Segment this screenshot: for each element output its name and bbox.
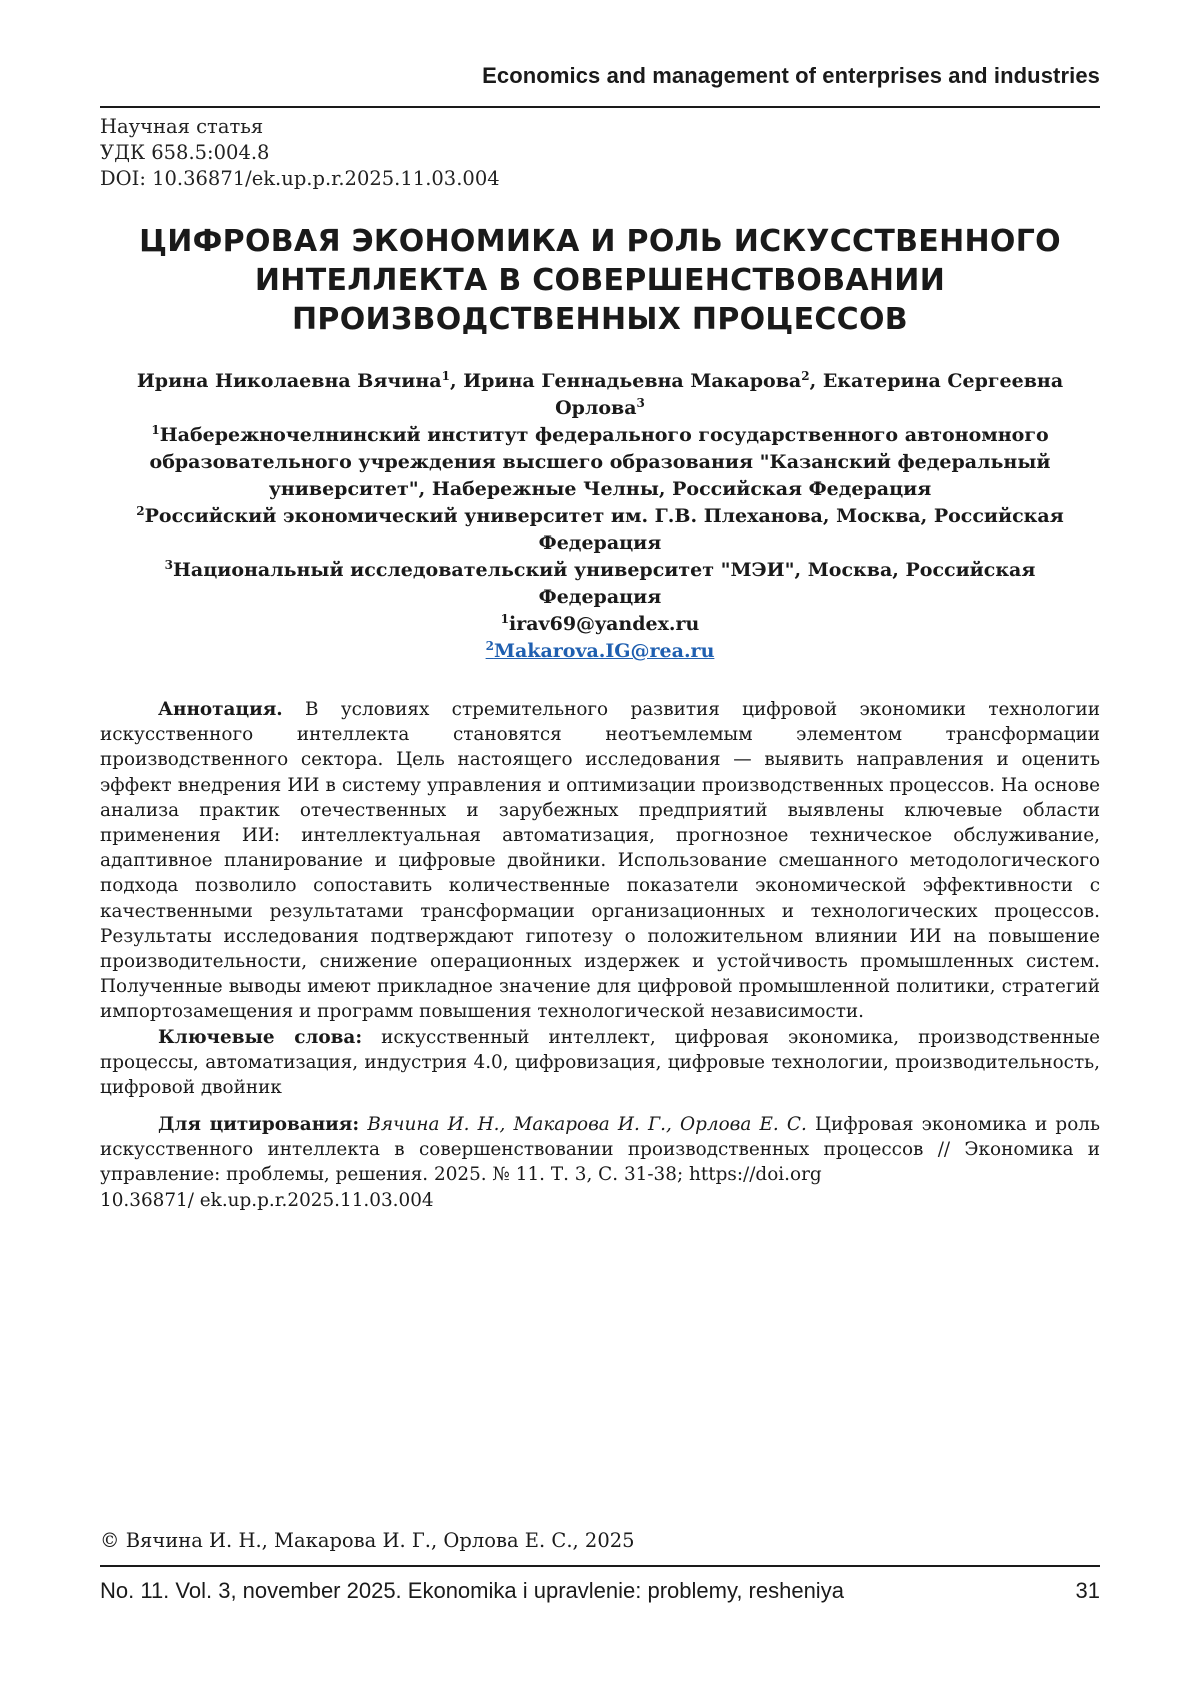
email-link[interactable] <box>486 640 715 662</box>
affiliation-text: Национальный исследовательский университет "МЭИ", Москва, Российская Федерация <box>172 559 1036 608</box>
article-title: ЦИФРОВАЯ ЭКОНОМИКА И РОЛЬ ИСКУССТВЕННОГО ИНТЕЛЛЕКТА В СОВЕРШЕНСТВОВАНИИ ПРОИЗВОДСТВЕННЫХ ПРОЦЕССОВ <box>139 224 1061 337</box>
page-number: 31 <box>1075 1578 1100 1603</box>
author-name: Ирина Николаевна Вячина <box>136 370 442 392</box>
affiliation-sup: 2 <box>136 504 145 518</box>
copyright: © Вячина И. Н., Макарова И. Г., Орлова Е. С., 2025 <box>100 1529 635 1552</box>
article-meta <box>100 114 500 192</box>
journal-title-en: Economics and management of enterprises and industries <box>482 63 1100 88</box>
abstract-text: В условиях стремительного развития цифровой экономики технологии искусственного интеллекта становятся неотъемлемым элементом трансформации производственного сектора. Цель настоящего исследования — выявить направления и оценить эффект внедрения ИИ в систему управления и оптимизации производственных процессов. На основе анализа практик отечественных и зарубежных предприятий выявлены ключевые области применения ИИ: интеллектуальная автоматизация, прогнозное техническое обслуживание, адаптивное планирование и цифровые двойники. Использование смешанного методологического подхода позволило сопоставить количественные показатели экономической эффективности с качественными результатами трансформации организационных и технологических процессов. Результаты исследования подтверждают гипотезу о положительном влиянии ИИ на повышение производительности, снижение операционных издержек и устойчивость промышленных систем. Полученные выводы имеют прикладное значение для цифровой промышленной политики, стратегий импортозамещения и программ повышения технологической независимости. <box>100 699 1100 1023</box>
udc-code: УДК 658.5:004.8 <box>100 141 270 164</box>
author-name: Екатерина Сергеевна Орлова <box>555 370 1064 419</box>
page-footer <box>100 1565 1100 1605</box>
citation-authors: Вячина И. Н., Макарова И. Г., Орлова Е. С. <box>367 1114 807 1135</box>
doi: DOI: 10.36871/ek.up.p.r.2025.11.03.004 <box>100 167 500 190</box>
keywords-label: Ключевые слова: <box>158 1026 363 1048</box>
running-header <box>100 62 1100 108</box>
citation-text: Цифровая экономика и роль искусственного интеллекта в совершенствовании производственных процессов // Экономика и управление: проблемы, решения. 2025. № 11. Т. 3, С. 31-38; https://doi.org <box>100 1114 1100 1186</box>
keywords-text: искусственный интеллект, цифровая экономика, производственные процессы, автоматизация, индустрия 4.0, цифровизация, цифровые технологии, производительность, цифровой двойник <box>100 1026 1100 1099</box>
author-sup: 1 <box>441 369 450 383</box>
citation-section <box>100 1112 1100 1213</box>
email-text: irav69@yandex.ru <box>509 613 700 635</box>
author-separator: , <box>809 370 823 392</box>
affiliation-text: Российский экономический университет им. Г.В. Плеханова, Москва, Российская Федерация <box>144 505 1064 554</box>
author-sup: 3 <box>636 396 645 410</box>
footer-issue: No. 11. Vol. 3, november 2025. Ekonomika i upravlenie: problemy, resheniya <box>100 1578 844 1603</box>
affiliation-2 <box>100 503 1100 557</box>
affiliation-1 <box>100 422 1100 503</box>
abstract-label: Аннотация. <box>158 699 283 720</box>
email-2 <box>100 638 1100 665</box>
affiliation-sup: 1 <box>151 423 160 437</box>
citation-paragraph <box>100 1112 1100 1213</box>
abstract-section <box>100 697 1100 1100</box>
citation-label: Для цитирования: <box>158 1114 360 1135</box>
citation-doi-tail: 10.36871/ ek.up.p.r.2025.11.03.004 <box>100 1189 434 1211</box>
email-sup: 2 <box>485 639 494 653</box>
author-sup: 2 <box>801 369 810 383</box>
keywords-paragraph <box>100 1025 1100 1101</box>
email-text: Makarova.IG@rea.ru <box>493 640 715 662</box>
author-list <box>100 368 1100 422</box>
author-name: Ирина Геннадьевна Макарова <box>463 370 802 392</box>
article-type: Научная статья <box>100 115 264 138</box>
authors-block <box>100 368 1100 665</box>
author-separator: , <box>449 370 464 392</box>
abstract-paragraph <box>100 697 1100 1025</box>
affiliation-sup: 3 <box>164 558 173 572</box>
email-sup: 1 <box>500 612 510 626</box>
affiliation-3 <box>100 557 1100 611</box>
email-1 <box>100 611 1100 638</box>
affiliation-text: Набережночелнинский институт федерального государственного автономного образовательного учреждения высшего образования "Казанский федеральный университет", Набережные Челны, Российская Федерация <box>149 424 1051 500</box>
